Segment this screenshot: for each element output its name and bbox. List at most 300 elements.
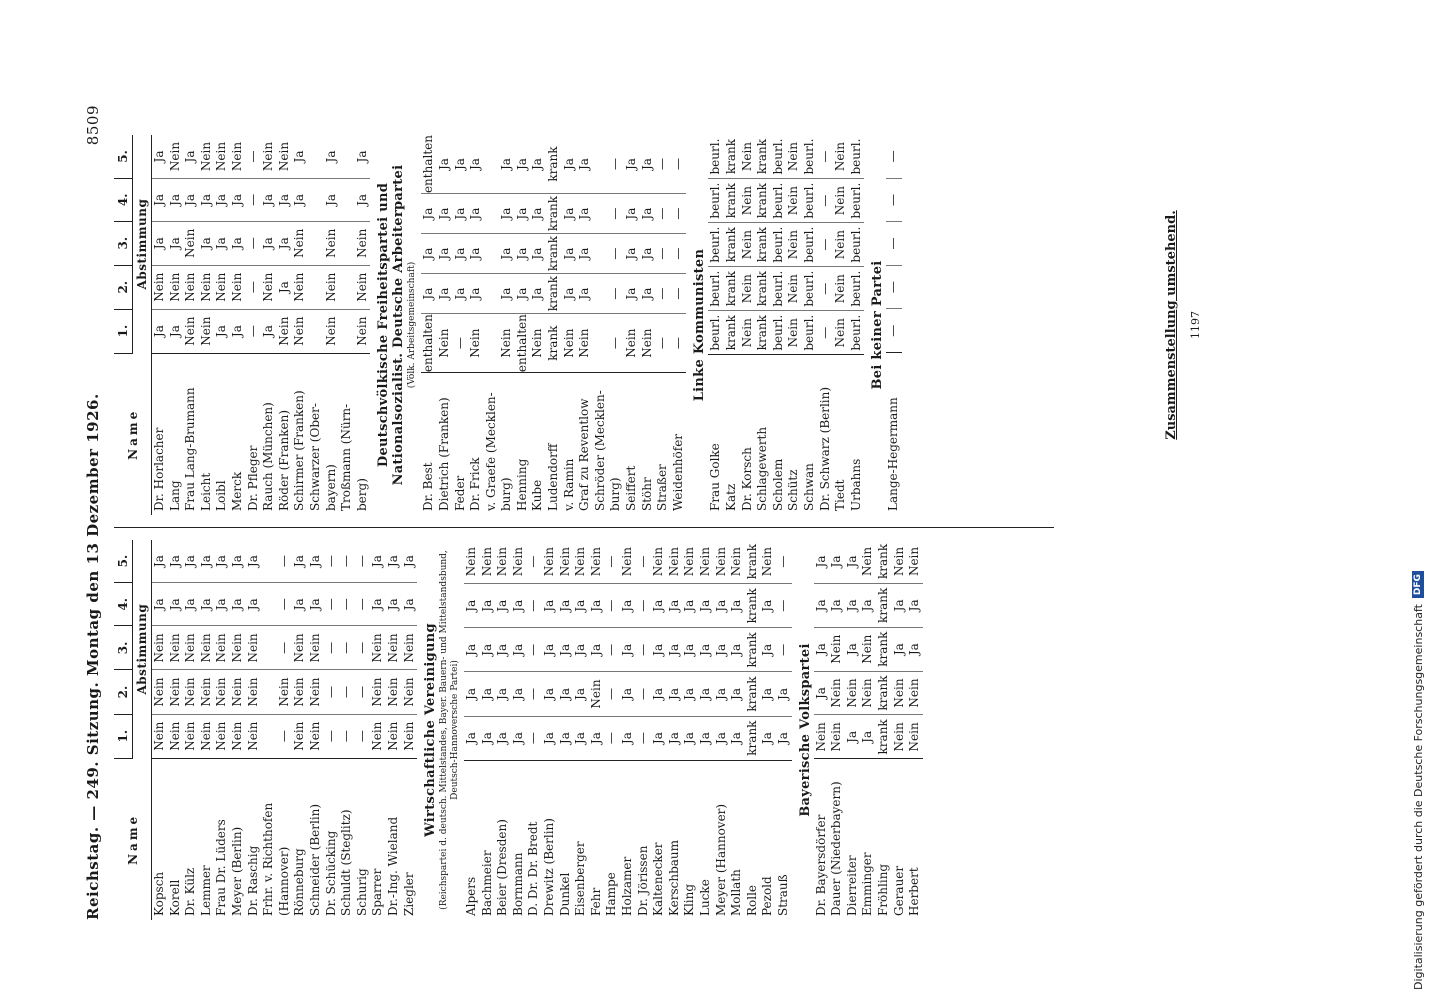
vote-cell: Ja <box>542 672 558 716</box>
vote-cell: Ja <box>292 179 308 222</box>
member-name: Dr. Frick <box>468 373 484 515</box>
vote-cell: Ja <box>308 583 324 626</box>
vote-table <box>114 540 417 920</box>
vote-cell: Nein <box>292 714 308 758</box>
vote-cell: Nein <box>620 547 635 577</box>
vote-cell: — <box>246 179 262 222</box>
vote-cell: Ja <box>199 179 215 222</box>
vote-cell: — <box>604 555 619 568</box>
vote-cell: Ja <box>515 234 531 274</box>
member-name: Tiedt <box>833 355 849 515</box>
vote-cell: Nein <box>183 714 199 758</box>
vote-cell: Nein <box>199 714 215 758</box>
vote-cell: Nein <box>713 547 728 577</box>
vote-cell: Ja <box>829 583 845 627</box>
vote-cell: Nein <box>786 223 802 267</box>
member-name: Röder (Franken) <box>277 353 293 515</box>
vote-cell: Ja <box>682 716 698 760</box>
vote-cell: Nein <box>833 141 848 172</box>
vote-cell: Nein <box>214 626 230 670</box>
vote-cell: Ja <box>624 274 640 314</box>
vote-cell: beurl. <box>802 267 818 311</box>
member-name: Rolle <box>745 760 761 920</box>
vote-cell: Ja <box>499 158 514 171</box>
vote-cell: Nein <box>261 265 277 309</box>
vote-group-header: Abstimmung <box>133 135 152 353</box>
member-row <box>608 135 624 515</box>
member-name: Gerauer <box>892 759 908 920</box>
vote-cell: Ja <box>277 265 293 309</box>
vote-cell: beurl. <box>802 223 818 267</box>
vote-cell: Nein <box>760 547 775 577</box>
vote-cell: Ja <box>561 158 576 171</box>
vote-cell: Nein <box>464 547 479 577</box>
vote-cell: — <box>608 274 624 314</box>
vote-cell: Ja <box>385 555 400 568</box>
member-row <box>168 135 184 515</box>
vote-cell: Nein <box>308 626 324 670</box>
vote-group-header: Abstimmung <box>133 540 152 758</box>
member-row <box>558 540 574 920</box>
vote-cell: Nein <box>386 714 402 758</box>
vote-cell: krank <box>876 715 892 759</box>
vote-cell: Nein <box>542 547 557 577</box>
vote-cell: Ja <box>651 716 667 760</box>
vote-cell: — <box>655 314 671 373</box>
vote-cell: Ja <box>437 274 453 314</box>
party-subtitle: (Völk. Arbeitsgemeinschaft) <box>407 261 418 389</box>
vote-cell: Ja <box>589 716 605 760</box>
vote-cell: krank <box>744 544 759 580</box>
vote-number-header: 3. <box>114 626 133 670</box>
vote-cell: Nein <box>214 670 230 714</box>
vote-cell: Ja <box>530 234 546 274</box>
member-name: bayern) <box>324 353 340 515</box>
party-block <box>376 135 686 515</box>
member-name: Dr. Korsch <box>740 355 756 515</box>
vote-cell: Ja <box>624 194 640 234</box>
member-name: Rauch (München) <box>261 353 277 515</box>
vote-cell: Ja <box>698 716 714 760</box>
member-name: Seiffert <box>624 373 640 515</box>
vote-cell: Nein <box>740 223 756 267</box>
vote-cell: — <box>818 311 834 355</box>
member-row <box>152 135 168 515</box>
vote-cell: Ja <box>860 715 876 759</box>
member-name: Katz <box>724 355 740 515</box>
vote-cell: Ja <box>558 584 574 628</box>
member-row <box>402 540 418 920</box>
vote-cell: krank <box>745 628 761 672</box>
vote-cell: Nein <box>845 671 861 715</box>
vote-cell: — <box>526 555 541 568</box>
vote-cell: Nein <box>786 267 802 311</box>
vote-cell: Ja <box>323 150 338 163</box>
vote-cell: — <box>277 714 293 758</box>
member-name: Frhr. v. Richthofen <box>261 758 277 920</box>
vote-cell: Ja <box>292 150 307 163</box>
member-name: Kube <box>530 373 546 515</box>
member-name: Eisenberger <box>573 760 589 920</box>
member-row <box>339 540 355 920</box>
vote-cell: Ja <box>698 628 714 672</box>
vote-cell: enthalten <box>514 314 529 373</box>
member-name: Dr. Jörissen <box>636 760 652 920</box>
member-row <box>577 135 593 515</box>
vote-cell <box>261 670 277 714</box>
vote-cell: Ja <box>421 234 437 274</box>
vote-cell: beurl. <box>849 179 865 223</box>
vote-cell: Ja <box>437 194 453 234</box>
vote-cell <box>593 234 609 274</box>
member-name: Schwan <box>802 355 818 515</box>
vote-cell: Nein <box>860 671 876 715</box>
vote-cell: — <box>636 628 652 672</box>
member-row <box>230 135 246 515</box>
vote-cell: Ja <box>277 179 293 222</box>
vote-number-header: 5. <box>114 540 133 583</box>
digitization-credit <box>1410 0 1426 990</box>
vote-cell: — <box>276 555 291 568</box>
member-row <box>640 135 656 515</box>
vote-cell: — <box>604 628 620 672</box>
vote-cell: Nein <box>386 626 402 670</box>
vote-cell: — <box>277 583 293 626</box>
vote-cell: Nein <box>277 309 293 353</box>
member-name: Schirmer (Franken) <box>292 353 308 515</box>
vote-cell: beurl. <box>708 223 724 267</box>
vote-cell: Nein <box>308 670 324 714</box>
member-name: Leicht <box>199 353 215 515</box>
vote-cell: Ja <box>729 716 745 760</box>
vote-cell: — <box>818 179 834 223</box>
vote-cell: Ja <box>214 555 229 568</box>
vote-cell: — <box>776 584 792 628</box>
vote-cell: beurl. <box>801 138 816 175</box>
vote-cell <box>339 135 355 179</box>
vote-cell <box>339 221 355 265</box>
vote-cell: Ja <box>682 672 698 716</box>
vote-cell: enthalten <box>421 314 436 373</box>
vote-cell: — <box>636 716 652 760</box>
member-row <box>892 540 908 920</box>
vote-cell: Ja <box>651 628 667 672</box>
vote-cell: — <box>246 309 262 353</box>
vote-cell: — <box>355 670 371 714</box>
vote-cell: — <box>671 234 687 274</box>
vote-cell: Ja <box>542 628 558 672</box>
vote-cell: — <box>339 670 355 714</box>
vote-cell: Nein <box>230 670 246 714</box>
vote-cell: Ja <box>324 179 340 222</box>
member-row <box>339 135 355 515</box>
member-name: Schröder (Mecklen- <box>593 373 609 515</box>
vote-cell: Nein <box>666 547 681 577</box>
member-name: Dunkel <box>558 760 574 920</box>
member-row <box>183 135 199 515</box>
vote-cell: Ja <box>589 584 605 628</box>
vote-cell: Nein <box>589 672 605 716</box>
vote-cell: Ja <box>714 628 730 672</box>
vote-cell: Ja <box>464 716 480 760</box>
member-row <box>277 540 293 920</box>
vote-cell: — <box>355 714 371 758</box>
vote-cell: Nein <box>230 714 246 758</box>
vote-cell: — <box>608 158 623 171</box>
vote-cell: Nein <box>355 221 371 265</box>
member-name: Stöhr <box>640 373 656 515</box>
vote-cell: Ja <box>152 583 168 626</box>
member-row <box>246 135 262 515</box>
vote-cell: — <box>453 314 469 373</box>
vote-cell: Ja <box>468 274 484 314</box>
vote-cell: Ja <box>620 716 636 760</box>
vote-cell: Ja <box>698 672 714 716</box>
vote-cell: Ja <box>577 158 592 171</box>
vote-cell: Ja <box>183 555 198 568</box>
vote-cell: beurl. <box>848 138 863 175</box>
member-name: Bornmann <box>511 760 527 920</box>
vote-cell: Nein <box>324 265 340 309</box>
vote-cell: Nein <box>833 311 849 355</box>
member-row <box>655 135 671 515</box>
vote-cell: Nein <box>437 314 453 373</box>
member-name: Henning <box>515 373 531 515</box>
vote-number-header: 1. <box>114 309 133 353</box>
vote-cell: Ja <box>624 158 639 171</box>
vote-cell: — <box>339 583 355 626</box>
vote-cell: Ja <box>729 584 745 628</box>
vote-cell: Nein <box>355 309 371 353</box>
member-name: Scholem <box>771 355 787 515</box>
credit-text: Digitalisierung gefördert durch die Deutsche Forschungsgemeinschaft <box>1411 604 1425 990</box>
vote-cell: Nein <box>261 141 276 172</box>
vote-cell: Ja <box>499 194 515 234</box>
vote-cell: Nein <box>370 626 386 670</box>
vote-table <box>421 135 686 515</box>
vote-cell <box>261 540 277 583</box>
member-row <box>355 540 371 920</box>
vote-cell: — <box>886 222 902 266</box>
vote-cell <box>261 714 277 758</box>
vote-cell: Ja <box>495 628 511 672</box>
vote-cell: — <box>886 265 902 309</box>
vote-cell <box>484 194 500 234</box>
member-name: Dierreiter <box>845 759 861 920</box>
vote-cell: krank <box>745 672 761 716</box>
vote-cell: krank <box>724 138 738 175</box>
vote-cell: Ja <box>292 555 307 568</box>
vote-cell: beurl. <box>771 179 787 223</box>
vote-cell: Nein <box>740 179 756 223</box>
name-column-header: Name <box>114 758 152 920</box>
member-name: Bachmeier <box>480 760 496 920</box>
party-title: Deutschvölkische Freiheitspartei und Nationalsozialist. Deutsche Arbeiterpartei <box>376 164 407 486</box>
vote-cell: Ja <box>230 221 246 265</box>
member-row <box>624 135 640 515</box>
party-block <box>692 135 864 515</box>
vote-cell: Nein <box>277 670 293 714</box>
vote-cell: Nein <box>152 626 168 670</box>
vote-cell: Nein <box>833 179 849 223</box>
vote-cell: Ja <box>573 716 589 760</box>
vote-cell: Ja <box>199 583 215 626</box>
member-row <box>776 540 792 920</box>
member-row <box>771 135 787 515</box>
document-page <box>84 105 1344 920</box>
vote-cell: Ja <box>562 274 578 314</box>
vote-cell: Ja <box>468 234 484 274</box>
vote-cell: Nein <box>183 265 199 309</box>
member-row <box>593 135 609 515</box>
vote-cell: Ja <box>168 309 184 353</box>
vote-cell: — <box>655 234 671 274</box>
vote-cell: Nein <box>199 309 215 353</box>
member-name: Strauß <box>776 760 792 920</box>
vote-cell: krank <box>755 223 771 267</box>
vote-cell: Nein <box>640 314 656 373</box>
vote-number-header: 3. <box>114 221 133 265</box>
vote-cell: Ja <box>436 158 451 171</box>
party-title: Wirtschaftliche Vereinigung <box>423 623 439 837</box>
vote-cell: Ja <box>495 584 511 628</box>
vote-cell: Nein <box>740 311 756 355</box>
vote-cell: — <box>818 223 834 267</box>
vote-cell: Nein <box>246 626 262 670</box>
vote-cell: Ja <box>152 555 166 568</box>
vote-cell: Nein <box>168 265 184 309</box>
member-row <box>760 540 776 920</box>
vote-number-header: 4. <box>114 583 133 626</box>
vote-table <box>814 540 923 920</box>
member-row <box>604 540 620 920</box>
member-row <box>802 135 818 515</box>
vote-cell: Nein <box>577 314 593 373</box>
vote-cell: Nein <box>276 141 291 172</box>
vote-cell: Ja <box>480 584 496 628</box>
vote-cell: Ja <box>152 221 168 265</box>
vote-cell: — <box>886 150 901 163</box>
member-name: Dr. Külz <box>183 758 199 920</box>
vote-cell: Nein <box>682 547 697 577</box>
member-row <box>230 540 246 920</box>
member-name: Korell <box>168 758 184 920</box>
vote-cell: Nein <box>833 223 849 267</box>
vote-cell: Nein <box>786 311 802 355</box>
dfg-logo: DFG <box>1412 571 1424 598</box>
member-name: Merck <box>230 353 246 515</box>
vote-cell: Ja <box>813 555 828 568</box>
vote-cell: — <box>324 714 340 758</box>
member-row <box>651 540 667 920</box>
vote-cell: Ja <box>573 628 589 672</box>
member-name: Kaltenecker <box>651 760 667 920</box>
vote-cell <box>593 314 609 373</box>
vote-cell: — <box>355 626 371 670</box>
member-name: Lucke <box>698 760 714 920</box>
vote-cell: Ja <box>214 221 230 265</box>
member-name: Dietrich (Franken) <box>437 373 453 515</box>
member-name: Schwarzer (Ober- <box>308 353 324 515</box>
vote-cell: Nein <box>246 714 262 758</box>
vote-cell: — <box>655 194 671 234</box>
vote-cell: Nein <box>829 627 845 671</box>
member-row <box>480 540 496 920</box>
vote-cell: Nein <box>183 221 199 265</box>
vote-cell: Ja <box>480 716 496 760</box>
vote-cell <box>261 626 277 670</box>
vote-cell: Ja <box>760 628 776 672</box>
left-column <box>114 540 923 920</box>
member-row <box>355 135 371 515</box>
vote-cell: Nein <box>833 267 849 311</box>
vote-cell: Ja <box>168 583 184 626</box>
vote-cell: Ja <box>729 672 745 716</box>
vote-cell: Ja <box>515 194 531 234</box>
member-name: Ziegler <box>402 758 418 920</box>
vote-cell: — <box>817 150 832 163</box>
vote-cell: — <box>339 626 355 670</box>
vote-cell: Ja <box>499 234 515 274</box>
vote-cell: Ja <box>814 583 830 627</box>
vote-cell: Nein <box>729 547 744 577</box>
vote-cell <box>339 179 355 222</box>
vote-cell: beurl. <box>708 138 723 175</box>
vote-cell: — <box>526 628 542 672</box>
vote-cell: — <box>608 194 624 234</box>
member-name: Hampe <box>604 760 620 920</box>
vote-cell: Ja <box>511 716 527 760</box>
vote-cell: Ja <box>183 150 198 163</box>
vote-cell: beurl. <box>708 267 724 311</box>
vote-cell: — <box>324 583 340 626</box>
vote-cell: Nein <box>324 309 340 353</box>
vote-cell: Ja <box>261 179 277 222</box>
vote-cell <box>261 583 277 626</box>
vote-cell: Nein <box>198 141 213 172</box>
vote-cell: Ja <box>401 555 416 568</box>
member-name: Weidenhöfer <box>671 373 687 515</box>
vote-cell: Ja <box>577 234 593 274</box>
vote-cell: Nein <box>860 546 875 577</box>
member-name: Dr. Best <box>421 373 437 515</box>
member-row <box>907 540 923 920</box>
vote-cell: Nein <box>892 671 908 715</box>
vote-cell: Nein <box>402 670 418 714</box>
vote-cell: Ja <box>814 627 830 671</box>
vote-cell: Nein <box>152 714 168 758</box>
vote-cell: Nein <box>698 547 712 577</box>
vote-cell <box>308 221 324 265</box>
vote-cell: Nein <box>292 221 308 265</box>
vote-cell: Nein <box>786 141 801 172</box>
vote-cell: Nein <box>370 670 386 714</box>
vote-cell: — <box>339 555 354 568</box>
vote-number-header: 2. <box>114 265 133 309</box>
vote-cell: krank <box>546 146 561 182</box>
vote-cell: Nein <box>183 626 199 670</box>
vote-cell: Ja <box>776 716 792 760</box>
vote-cell: Ja <box>514 158 529 171</box>
vote-number-header: 1. <box>114 714 133 758</box>
vote-cell: Nein <box>499 314 515 373</box>
vote-cell: Ja <box>892 583 908 627</box>
vote-cell: Ja <box>152 179 168 222</box>
member-row <box>542 540 558 920</box>
vote-cell: Nein <box>167 141 182 172</box>
vote-cell: Nein <box>557 547 572 577</box>
member-name: v. Graefe (Mecklen- <box>484 373 500 515</box>
